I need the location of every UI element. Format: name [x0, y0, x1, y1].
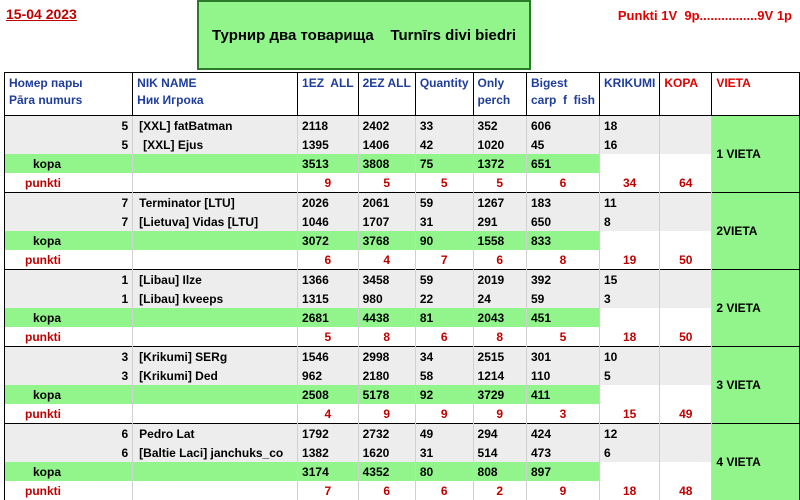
ez2-cell[interactable]: 1707: [358, 212, 415, 231]
punkti-ez2-cell[interactable]: 4: [358, 250, 415, 270]
player-row: [5, 270, 800, 290]
kopa-perch-cell[interactable]: 2043: [473, 308, 526, 327]
punkti-ez2-cell[interactable]: 5: [358, 173, 415, 193]
nick-name-cell[interactable]: Terminator [LTU]: [133, 193, 298, 213]
punkti-label[interactable]: punkti: [5, 327, 133, 347]
ez2-cell[interactable]: 2402: [358, 116, 415, 136]
kopa-row: [5, 308, 800, 327]
kopa-row: [5, 231, 800, 250]
vieta-cell[interactable]: 1 VIETA: [712, 116, 800, 193]
carp-cell[interactable]: 392: [526, 270, 599, 290]
kopa-perch-cell[interactable]: 808: [473, 462, 526, 481]
punkti-krikumi-cell[interactable]: 34: [599, 173, 659, 193]
perch-cell[interactable]: 352: [473, 116, 526, 136]
player-row: [5, 116, 800, 136]
quantity-cell[interactable]: 33: [415, 116, 473, 136]
player-row: [5, 193, 800, 213]
title-banner: [197, 0, 531, 70]
player-row: [5, 424, 800, 444]
col-1ez-all-header[interactable]: 1EZ ALL: [298, 73, 359, 116]
kopa-label[interactable]: kopa: [5, 231, 133, 250]
kopa-krikumi-blank[interactable]: [599, 231, 659, 250]
kopa-row: [5, 385, 800, 404]
punkti-ez1-cell[interactable]: 9: [298, 173, 359, 193]
ez2-cell[interactable]: 2732: [358, 424, 415, 444]
punkti-kopa-cell[interactable]: 49: [660, 404, 712, 424]
krikumi-cell[interactable]: 3: [599, 289, 659, 308]
kopa-quantity-cell[interactable]: 90: [415, 231, 473, 250]
pair-number-cell[interactable]: 1: [5, 289, 133, 308]
quantity-cell[interactable]: 34: [415, 347, 473, 367]
punkti-nick-blank[interactable]: [133, 481, 298, 500]
col-kopa-header[interactable]: KOPA: [660, 73, 712, 116]
krikumi-cell[interactable]: 15: [599, 270, 659, 290]
ez1-cell[interactable]: 1046: [298, 212, 359, 231]
kopa-cell[interactable]: [660, 135, 712, 154]
punkti-ez2-cell[interactable]: 8: [358, 327, 415, 347]
perch-cell[interactable]: 294: [473, 424, 526, 444]
ez2-cell[interactable]: 2061: [358, 193, 415, 213]
pair-number-cell[interactable]: 6: [5, 424, 133, 444]
punkti-kopa-cell[interactable]: 48: [660, 481, 712, 500]
kopa-kopa-blank[interactable]: [660, 154, 712, 173]
carp-cell[interactable]: 606: [526, 116, 599, 136]
kopa-nick-blank[interactable]: [133, 462, 298, 481]
punkti-krikumi-cell[interactable]: 18: [599, 481, 659, 500]
player-row: [5, 212, 800, 231]
ez2-cell[interactable]: 1620: [358, 443, 415, 462]
punkti-kopa-cell[interactable]: 64: [660, 173, 712, 193]
kopa-row: [5, 154, 800, 173]
pair-number-cell[interactable]: 3: [5, 366, 133, 385]
col-biggest-carp-header[interactable]: Bigest carp f fish: [526, 73, 599, 116]
punkti-row: [5, 327, 800, 347]
header-row: [5, 73, 800, 116]
kopa-cell[interactable]: [660, 116, 712, 136]
kopa-nick-blank[interactable]: [133, 385, 298, 404]
perch-cell[interactable]: 24: [473, 289, 526, 308]
kopa-carp-cell[interactable]: 451: [526, 308, 599, 327]
kopa-perch-cell[interactable]: 1372: [473, 154, 526, 173]
kopa-kopa-blank[interactable]: [660, 231, 712, 250]
kopa-krikumi-blank[interactable]: [599, 308, 659, 327]
punkti-row: [5, 404, 800, 424]
nick-name-cell[interactable]: [Libau] Ilze: [133, 270, 298, 290]
punkti-nick-blank[interactable]: [133, 327, 298, 347]
carp-cell[interactable]: 424: [526, 424, 599, 444]
perch-cell[interactable]: 1020: [473, 135, 526, 154]
krikumi-cell[interactable]: 8: [599, 212, 659, 231]
punkti-kopa-cell[interactable]: 50: [660, 250, 712, 270]
kopa-ez1-cell[interactable]: 2508: [298, 385, 359, 404]
kopa-ez2-cell[interactable]: 3768: [358, 231, 415, 250]
punkti-carp-cell[interactable]: 9: [526, 481, 599, 500]
kopa-nick-blank[interactable]: [133, 154, 298, 173]
carp-cell[interactable]: 650: [526, 212, 599, 231]
kopa-label[interactable]: kopa: [5, 385, 133, 404]
kopa-cell[interactable]: [660, 424, 712, 444]
perch-cell[interactable]: 514: [473, 443, 526, 462]
quantity-cell[interactable]: 59: [415, 193, 473, 213]
kopa-kopa-blank[interactable]: [660, 308, 712, 327]
punkti-ez1-cell[interactable]: 7: [298, 481, 359, 500]
points-legend: Punkti 1V 9p................9V 1p: [618, 8, 792, 23]
player-row: [5, 443, 800, 462]
punkti-quantity-cell[interactable]: 6: [415, 327, 473, 347]
punkti-row: [5, 250, 800, 270]
punkti-ez1-cell[interactable]: 6: [298, 250, 359, 270]
kopa-nick-blank[interactable]: [133, 231, 298, 250]
pair-number-cell[interactable]: 5: [5, 116, 133, 136]
col-pair-number-header[interactable]: Номер пары Pāra numurs: [5, 73, 133, 116]
kopa-carp-cell[interactable]: 897: [526, 462, 599, 481]
perch-cell[interactable]: 291: [473, 212, 526, 231]
kopa-ez1-cell[interactable]: 3174: [298, 462, 359, 481]
perch-cell[interactable]: 1267: [473, 193, 526, 213]
quantity-cell[interactable]: 22: [415, 289, 473, 308]
punkti-perch-cell[interactable]: 5: [473, 173, 526, 193]
kopa-ez2-cell[interactable]: 4438: [358, 308, 415, 327]
punkti-nick-blank[interactable]: [133, 250, 298, 270]
punkti-perch-cell[interactable]: 9: [473, 404, 526, 424]
kopa-krikumi-blank[interactable]: [599, 154, 659, 173]
punkti-quantity-cell[interactable]: 6: [415, 481, 473, 500]
perch-cell[interactable]: 2515: [473, 347, 526, 367]
punkti-perch-cell[interactable]: 2: [473, 481, 526, 500]
kopa-quantity-cell[interactable]: 92: [415, 385, 473, 404]
kopa-nick-blank[interactable]: [133, 308, 298, 327]
krikumi-cell[interactable]: 10: [599, 347, 659, 367]
player-row: [5, 347, 800, 367]
quantity-cell[interactable]: 42: [415, 135, 473, 154]
carp-cell[interactable]: 301: [526, 347, 599, 367]
kopa-carp-cell[interactable]: 411: [526, 385, 599, 404]
nick-name-cell[interactable]: [XXL] Ejus: [133, 135, 298, 154]
punkti-krikumi-cell[interactable]: 19: [599, 250, 659, 270]
ez2-cell[interactable]: 1406: [358, 135, 415, 154]
punkti-row: [5, 173, 800, 193]
kopa-cell[interactable]: [660, 212, 712, 231]
date-label: 15-04 2023: [6, 6, 77, 22]
punkti-ez2-cell[interactable]: 6: [358, 481, 415, 500]
ez2-cell[interactable]: 2180: [358, 366, 415, 385]
punkti-krikumi-cell[interactable]: 18: [599, 327, 659, 347]
kopa-quantity-cell[interactable]: 81: [415, 308, 473, 327]
kopa-ez1-cell[interactable]: 2681: [298, 308, 359, 327]
punkti-carp-cell[interactable]: 3: [526, 404, 599, 424]
nick-name-cell[interactable]: [XXL] fatBatman: [133, 116, 298, 136]
krikumi-cell[interactable]: 18: [599, 116, 659, 136]
krikumi-cell[interactable]: 12: [599, 424, 659, 444]
kopa-carp-cell[interactable]: 651: [526, 154, 599, 173]
ez1-cell[interactable]: 1546: [298, 347, 359, 367]
krikumi-cell[interactable]: 6: [599, 443, 659, 462]
punkti-quantity-cell[interactable]: 9: [415, 404, 473, 424]
ez1-cell[interactable]: 1315: [298, 289, 359, 308]
kopa-quantity-cell[interactable]: 75: [415, 154, 473, 173]
kopa-carp-cell[interactable]: 833: [526, 231, 599, 250]
kopa-cell[interactable]: [660, 443, 712, 462]
col-only-perch-header[interactable]: Only perch: [473, 73, 526, 116]
vieta-cell[interactable]: 4 VIETA: [712, 424, 800, 500]
kopa-kopa-blank[interactable]: [660, 385, 712, 404]
kopa-perch-cell[interactable]: 3729: [473, 385, 526, 404]
ez1-cell[interactable]: 1382: [298, 443, 359, 462]
quantity-cell[interactable]: 58: [415, 366, 473, 385]
pair-number-cell[interactable]: 7: [5, 193, 133, 213]
nick-name-cell[interactable]: [Lietuva] Vidas [LTU]: [133, 212, 298, 231]
pair-number-cell[interactable]: 3: [5, 347, 133, 367]
punkti-ez1-cell[interactable]: 4: [298, 404, 359, 424]
player-row: [5, 289, 800, 308]
quantity-cell[interactable]: 31: [415, 212, 473, 231]
col-2ez-all-header[interactable]: 2EZ ALL: [358, 73, 415, 116]
ez1-cell[interactable]: 1792: [298, 424, 359, 444]
col-krikumi-header[interactable]: KRIKUMI: [599, 73, 659, 116]
carp-cell[interactable]: 473: [526, 443, 599, 462]
punkti-ez2-cell[interactable]: 9: [358, 404, 415, 424]
nick-name-cell[interactable]: [Krikumi] Ded: [133, 366, 298, 385]
col-nick-name-header[interactable]: NIK NAME Ник Игрока: [133, 73, 298, 116]
col-quantity-header[interactable]: Quantity: [415, 73, 473, 116]
kopa-krikumi-blank[interactable]: [599, 385, 659, 404]
krikumi-cell[interactable]: 16: [599, 135, 659, 154]
quantity-cell[interactable]: 31: [415, 443, 473, 462]
kopa-ez1-cell[interactable]: 3513: [298, 154, 359, 173]
vieta-cell[interactable]: 3 VIETA: [712, 347, 800, 424]
kopa-ez2-cell[interactable]: 4352: [358, 462, 415, 481]
vieta-cell[interactable]: 2VIETA: [712, 193, 800, 270]
ez2-cell[interactable]: 2998: [358, 347, 415, 367]
punkti-kopa-cell[interactable]: 50: [660, 327, 712, 347]
perch-cell[interactable]: 1214: [473, 366, 526, 385]
col-vieta-header[interactable]: VIETA: [712, 73, 800, 116]
ez2-cell[interactable]: 3458: [358, 270, 415, 290]
ez1-cell[interactable]: 1366: [298, 270, 359, 290]
kopa-ez2-cell[interactable]: 3808: [358, 154, 415, 173]
kopa-perch-cell[interactable]: 1558: [473, 231, 526, 250]
carp-cell[interactable]: 183: [526, 193, 599, 213]
kopa-ez1-cell[interactable]: 3072: [298, 231, 359, 250]
punkti-ez1-cell[interactable]: 5: [298, 327, 359, 347]
kopa-ez2-cell[interactable]: 5178: [358, 385, 415, 404]
perch-cell[interactable]: 2019: [473, 270, 526, 290]
pair-number-cell[interactable]: 7: [5, 212, 133, 231]
kopa-cell[interactable]: [660, 193, 712, 213]
punkti-carp-cell[interactable]: 5: [526, 327, 599, 347]
kopa-cell[interactable]: [660, 270, 712, 290]
punkti-perch-cell[interactable]: 8: [473, 327, 526, 347]
punkti-nick-blank[interactable]: [133, 404, 298, 424]
pair-number-cell[interactable]: 1: [5, 270, 133, 290]
kopa-cell[interactable]: [660, 347, 712, 367]
nick-name-cell[interactable]: [Krikumi] SERg: [133, 347, 298, 367]
player-row: [5, 366, 800, 385]
ez1-cell[interactable]: 2026: [298, 193, 359, 213]
kopa-quantity-cell[interactable]: 80: [415, 462, 473, 481]
punkti-carp-cell[interactable]: 6: [526, 173, 599, 193]
tournament-title: Турнир два товарища Turnīrs divi biedri: [212, 27, 516, 44]
kopa-label[interactable]: kopa: [5, 308, 133, 327]
nick-name-cell[interactable]: [Baltie Laci] janchuks_co: [133, 443, 298, 462]
nick-name-cell[interactable]: [Libau] kveeps: [133, 289, 298, 308]
vieta-cell[interactable]: 2 VIETA: [712, 270, 800, 347]
pair-number-cell[interactable]: 6: [5, 443, 133, 462]
kopa-kopa-blank[interactable]: [660, 462, 712, 481]
ez1-cell[interactable]: 1395: [298, 135, 359, 154]
quantity-cell[interactable]: 59: [415, 270, 473, 290]
results-table: [4, 72, 800, 500]
punkti-perch-cell[interactable]: 6: [473, 250, 526, 270]
pair-number-cell[interactable]: 5: [5, 135, 133, 154]
ez1-cell[interactable]: 962: [298, 366, 359, 385]
carp-cell[interactable]: 59: [526, 289, 599, 308]
punkti-quantity-cell[interactable]: 5: [415, 173, 473, 193]
ez2-cell[interactable]: 980: [358, 289, 415, 308]
kopa-cell[interactable]: [660, 289, 712, 308]
ez1-cell[interactable]: 2118: [298, 116, 359, 136]
punkti-label[interactable]: punkti: [5, 481, 133, 500]
player-row: [5, 135, 800, 154]
kopa-krikumi-blank[interactable]: [599, 462, 659, 481]
punkti-row: [5, 481, 800, 500]
kopa-cell[interactable]: [660, 366, 712, 385]
punkti-label[interactable]: punkti: [5, 250, 133, 270]
punkti-carp-cell[interactable]: 8: [526, 250, 599, 270]
nick-name-cell[interactable]: Pedro Lat: [133, 424, 298, 444]
carp-cell[interactable]: 45: [526, 135, 599, 154]
krikumi-cell[interactable]: 5: [599, 366, 659, 385]
carp-cell[interactable]: 110: [526, 366, 599, 385]
punkti-label[interactable]: punkti: [5, 173, 133, 193]
punkti-nick-blank[interactable]: [133, 173, 298, 193]
kopa-label[interactable]: kopa: [5, 154, 133, 173]
punkti-krikumi-cell[interactable]: 15: [599, 404, 659, 424]
kopa-label[interactable]: kopa: [5, 462, 133, 481]
krikumi-cell[interactable]: 11: [599, 193, 659, 213]
punkti-label[interactable]: punkti: [5, 404, 133, 424]
kopa-row: [5, 462, 800, 481]
punkti-quantity-cell[interactable]: 7: [415, 250, 473, 270]
quantity-cell[interactable]: 49: [415, 424, 473, 444]
